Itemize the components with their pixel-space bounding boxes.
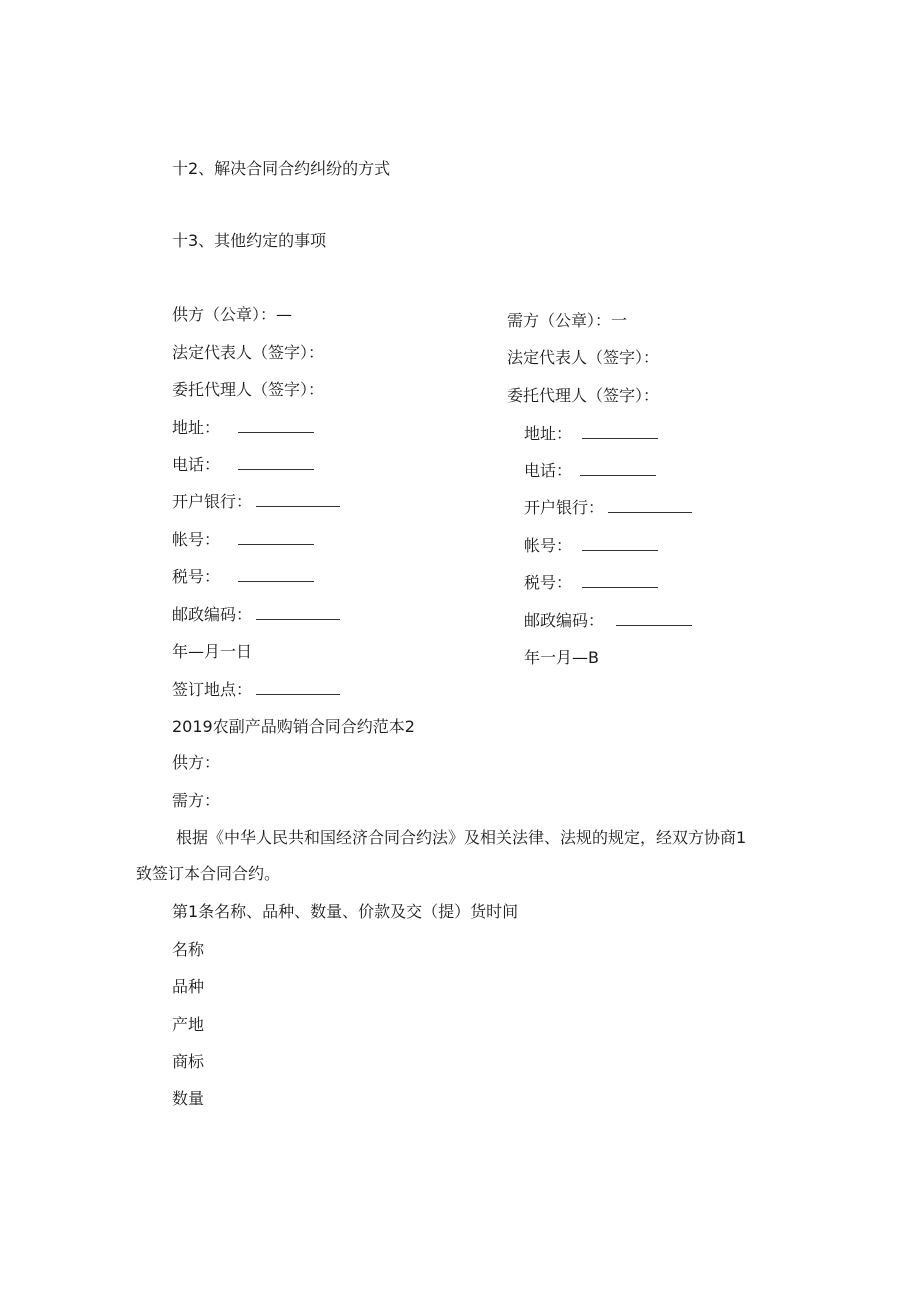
contract2-intro-line2: 致签订本合同合约。	[136, 864, 281, 883]
buyer-seal: 需方（公章）：一	[507, 311, 628, 330]
item-trademark: 商标	[172, 1052, 205, 1071]
supplier-address-blank	[238, 418, 314, 433]
supplier-address-row	[172, 418, 314, 438]
supplier-phone-row	[172, 455, 314, 475]
buyer-account-blank	[582, 536, 658, 551]
item-name: 名称	[172, 940, 205, 959]
article-1-heading: 第1条名称、品种、数量、价款及交（提）货时间	[172, 902, 519, 921]
buyer-phone-row	[524, 461, 656, 481]
supplier-bank-row	[172, 492, 340, 512]
buyer-bank-blank	[608, 498, 692, 513]
contract2-buyer: 需方：	[172, 791, 221, 810]
supplier-tax-blank	[238, 567, 314, 582]
buyer-postal-row	[524, 611, 692, 631]
supplier-sign-place-label: 签订地点：	[172, 680, 253, 699]
buyer-phone-label: 电话：	[524, 461, 573, 480]
contract2-supplier: 供方：	[172, 753, 221, 772]
buyer-legal-rep: 法定代表人（签字）：	[507, 348, 660, 367]
section-13-heading: 十3、其他约定的事项	[172, 231, 327, 250]
supplier-address-label: 地址：	[172, 418, 221, 437]
buyer-tax-label: 税号：	[524, 573, 573, 592]
buyer-account-row	[524, 536, 658, 556]
supplier-date: 年—月一日	[172, 642, 253, 661]
buyer-postal-label: 邮政编码：	[524, 611, 605, 630]
supplier-bank-blank	[256, 492, 340, 507]
buyer-date: 年一月—B	[524, 648, 599, 667]
item-variety: 品种	[172, 977, 205, 996]
supplier-postal-row	[172, 605, 340, 625]
supplier-account-blank	[238, 530, 314, 545]
buyer-agent: 委托代理人（签字）：	[507, 386, 660, 405]
buyer-tax-row	[524, 573, 658, 593]
buyer-address-blank	[582, 424, 658, 439]
supplier-phone-label: 电话：	[172, 455, 221, 474]
supplier-account-label: 帐号：	[172, 530, 221, 549]
section-12-heading: 十2、解决合同合约纠纷的方式	[172, 159, 391, 178]
supplier-phone-blank	[238, 455, 314, 470]
supplier-tax-row	[172, 567, 314, 587]
buyer-phone-blank	[580, 461, 656, 476]
supplier-tax-label: 税号：	[172, 567, 221, 586]
supplier-sign-place-blank	[256, 680, 340, 695]
supplier-account-row	[172, 530, 314, 550]
buyer-bank-row	[524, 498, 692, 518]
item-origin: 产地	[172, 1015, 205, 1034]
supplier-postal-blank	[256, 605, 340, 620]
contract2-title: 2019农副产品购销合同合约范本2	[172, 717, 415, 736]
supplier-postal-label: 邮政编码：	[172, 605, 253, 624]
supplier-legal-rep: 法定代表人（签字）：	[172, 343, 325, 362]
supplier-agent: 委托代理人（签字）：	[172, 380, 325, 399]
buyer-address-label: 地址：	[524, 424, 573, 443]
item-quantity: 数量	[172, 1089, 205, 1108]
contract2-intro-line1: 根据《中华人民共和国经济合同合约法》及相关法律、法规的规定，经双方协商1	[176, 828, 747, 847]
buyer-address-row	[524, 424, 658, 444]
supplier-sign-place-row	[172, 680, 340, 700]
buyer-postal-blank	[616, 611, 692, 626]
buyer-account-label: 帐号：	[524, 536, 573, 555]
supplier-bank-label: 开户银行：	[172, 492, 253, 511]
buyer-bank-label: 开户银行：	[524, 498, 605, 517]
buyer-tax-blank	[582, 573, 658, 588]
supplier-seal: 供方（公章）：—	[172, 305, 293, 324]
